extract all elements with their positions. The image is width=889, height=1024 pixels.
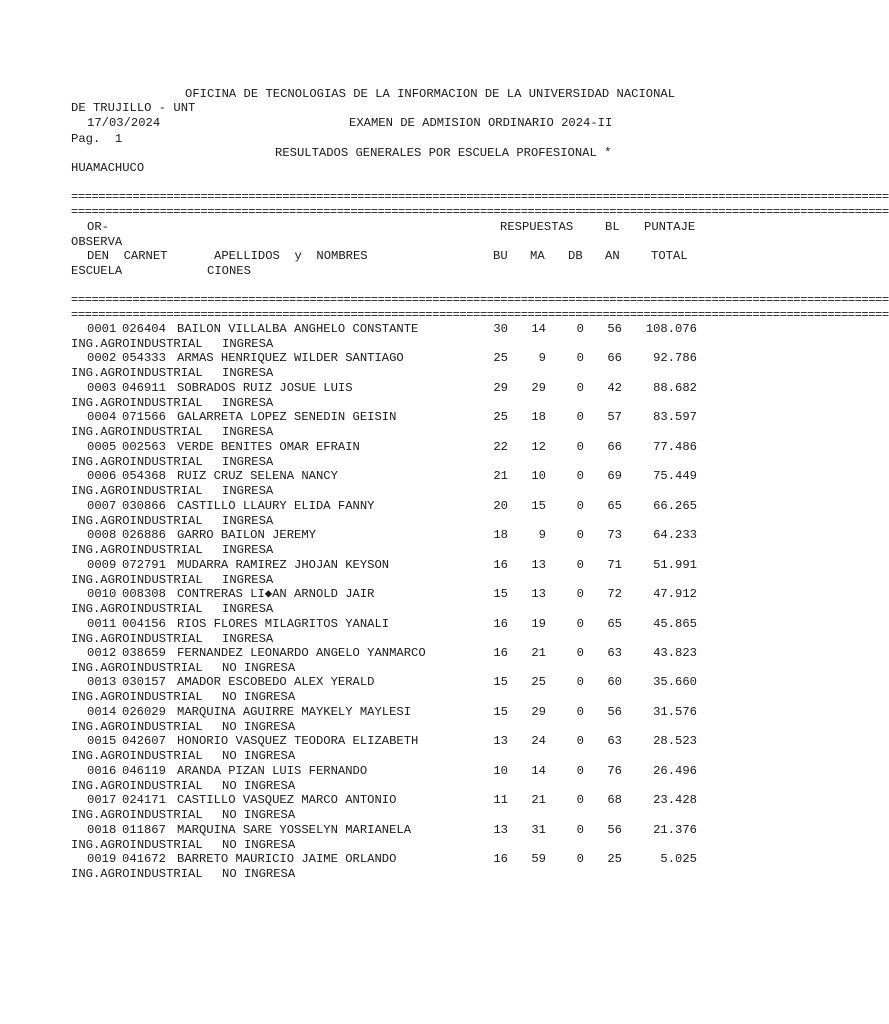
- row-total: 21.376: [653, 823, 697, 837]
- separator-line: ========================================================================================================================: [71, 293, 889, 307]
- row-db: 0: [576, 587, 584, 601]
- row-bu: 30: [493, 322, 508, 336]
- row-ma: 13: [531, 558, 546, 572]
- row-carnet: 011867: [122, 823, 166, 837]
- column-header-den-carnet: DEN CARNET: [87, 249, 168, 263]
- row-total: 77.486: [653, 440, 697, 454]
- row-carnet: 046119: [122, 764, 166, 778]
- row-total: 51.991: [653, 558, 697, 572]
- column-header-puntaje: PUNTAJE: [644, 220, 696, 234]
- row-an: 76: [607, 764, 622, 778]
- row-carnet: 041672: [122, 852, 166, 866]
- row-carnet: 072791: [122, 558, 166, 572]
- row-carnet: 038659: [122, 646, 166, 660]
- row-ma: 29: [531, 705, 546, 719]
- row-escuela: ING.AGROINDUSTRIAL: [71, 514, 203, 528]
- row-an: 66: [607, 351, 622, 365]
- row-carnet: 004156: [122, 617, 166, 631]
- row-db: 0: [576, 675, 584, 689]
- row-nombre: CONTRERAS LI◆AN ARNOLD JAIR: [177, 587, 375, 601]
- row-observacion: INGRESA: [222, 602, 274, 616]
- row-ma: 21: [531, 793, 546, 807]
- row-escuela: ING.AGROINDUSTRIAL: [71, 543, 203, 557]
- campus-name: HUAMACHUCO: [71, 161, 145, 175]
- row-orden: 0010: [87, 587, 117, 601]
- row-nombre: RUIZ CRUZ SELENA NANCY: [177, 469, 338, 483]
- row-total: 108.076: [645, 322, 697, 336]
- row-orden: 0001: [87, 322, 117, 336]
- row-orden: 0005: [87, 440, 117, 454]
- row-db: 0: [576, 499, 584, 513]
- row-bu: 15: [493, 587, 508, 601]
- row-total: 47.912: [653, 587, 697, 601]
- row-orden: 0002: [87, 351, 117, 365]
- row-total: 31.576: [653, 705, 697, 719]
- row-orden: 0006: [87, 469, 117, 483]
- row-bu: 13: [493, 823, 508, 837]
- exam-title: EXAMEN DE ADMISION ORDINARIO 2024-II: [349, 116, 613, 130]
- separator-line: ========================================================================================================================: [71, 205, 889, 219]
- row-orden: 0013: [87, 675, 117, 689]
- row-ma: 9: [538, 351, 546, 365]
- row-bu: 10: [493, 764, 508, 778]
- row-escuela: ING.AGROINDUSTRIAL: [71, 779, 203, 793]
- separator-line: ========================================================================================================================: [71, 308, 889, 322]
- row-orden: 0003: [87, 381, 117, 395]
- row-db: 0: [576, 734, 584, 748]
- row-an: 65: [607, 499, 622, 513]
- row-nombre: HONORIO VASQUEZ TEODORA ELIZABETH: [177, 734, 419, 748]
- row-bu: 13: [493, 734, 508, 748]
- row-escuela: ING.AGROINDUSTRIAL: [71, 602, 203, 616]
- row-ma: 12: [531, 440, 546, 454]
- row-ma: 14: [531, 764, 546, 778]
- row-db: 0: [576, 793, 584, 807]
- row-escuela: ING.AGROINDUSTRIAL: [71, 720, 203, 734]
- row-orden: 0015: [87, 734, 117, 748]
- row-orden: 0011: [87, 617, 117, 631]
- row-ma: 24: [531, 734, 546, 748]
- row-an: 56: [607, 322, 622, 336]
- row-observacion: INGRESA: [222, 425, 274, 439]
- row-nombre: BARRETO MAURICIO JAIME ORLANDO: [177, 852, 397, 866]
- row-an: 71: [607, 558, 622, 572]
- row-orden: 0012: [87, 646, 117, 660]
- row-total: 23.428: [653, 793, 697, 807]
- row-nombre: ARMAS HENRIQUEZ WILDER SANTIAGO: [177, 351, 404, 365]
- row-db: 0: [576, 823, 584, 837]
- row-total: 83.597: [653, 410, 697, 424]
- row-escuela: ING.AGROINDUSTRIAL: [71, 690, 203, 704]
- row-db: 0: [576, 351, 584, 365]
- row-orden: 0008: [87, 528, 117, 542]
- column-header-respuestas: RESPUESTAS: [500, 220, 574, 234]
- row-an: 57: [607, 410, 622, 424]
- row-bu: 15: [493, 705, 508, 719]
- row-total: 5.025: [660, 852, 697, 866]
- report-date: 17/03/2024: [87, 116, 161, 130]
- column-header-bu: BU: [493, 249, 508, 263]
- row-orden: 0007: [87, 499, 117, 513]
- row-an: 25: [607, 852, 622, 866]
- row-escuela: ING.AGROINDUSTRIAL: [71, 455, 203, 469]
- row-nombre: AMADOR ESCOBEDO ALEX YERALD: [177, 675, 375, 689]
- row-carnet: 008308: [122, 587, 166, 601]
- row-an: 63: [607, 734, 622, 748]
- row-an: 56: [607, 823, 622, 837]
- row-orden: 0004: [87, 410, 117, 424]
- row-observacion: INGRESA: [222, 573, 274, 587]
- row-ma: 19: [531, 617, 546, 631]
- row-ma: 9: [538, 528, 546, 542]
- row-carnet: 030866: [122, 499, 166, 513]
- row-an: 66: [607, 440, 622, 454]
- row-bu: 29: [493, 381, 508, 395]
- column-header-total: TOTAL: [651, 249, 688, 263]
- column-header-or: OR-: [87, 220, 109, 234]
- row-total: 45.865: [653, 617, 697, 631]
- row-bu: 16: [493, 646, 508, 660]
- row-ma: 31: [531, 823, 546, 837]
- row-escuela: ING.AGROINDUSTRIAL: [71, 661, 203, 675]
- separator-line: ========================================================================================================================: [71, 190, 889, 204]
- row-escuela: ING.AGROINDUSTRIAL: [71, 425, 203, 439]
- row-escuela: ING.AGROINDUSTRIAL: [71, 838, 203, 852]
- column-header-escuela: ESCUELA: [71, 264, 123, 278]
- row-bu: 20: [493, 499, 508, 513]
- row-carnet: 002563: [122, 440, 166, 454]
- row-db: 0: [576, 558, 584, 572]
- row-observacion: INGRESA: [222, 366, 274, 380]
- column-header-apellidos: APELLIDOS y NOMBRES: [214, 249, 368, 263]
- row-an: 63: [607, 646, 622, 660]
- row-ma: 10: [531, 469, 546, 483]
- row-carnet: 030157: [122, 675, 166, 689]
- row-orden: 0019: [87, 852, 117, 866]
- row-an: 73: [607, 528, 622, 542]
- row-an: 69: [607, 469, 622, 483]
- row-carnet: 054368: [122, 469, 166, 483]
- row-total: 28.523: [653, 734, 697, 748]
- row-nombre: BAILON VILLALBA ANGHELO CONSTANTE: [177, 322, 419, 336]
- column-header-ma: MA: [530, 249, 545, 263]
- row-carnet: 071566: [122, 410, 166, 424]
- row-an: 65: [607, 617, 622, 631]
- row-an: 42: [607, 381, 622, 395]
- row-db: 0: [576, 528, 584, 542]
- row-orden: 0014: [87, 705, 117, 719]
- row-carnet: 026029: [122, 705, 166, 719]
- row-ma: 29: [531, 381, 546, 395]
- row-nombre: MUDARRA RAMIREZ JHOJAN KEYSON: [177, 558, 390, 572]
- row-nombre: MARQUINA AGUIRRE MAYKELY MAYLESI: [177, 705, 412, 719]
- row-db: 0: [576, 646, 584, 660]
- row-an: 56: [607, 705, 622, 719]
- row-observacion: NO INGRESA: [222, 808, 296, 822]
- row-ma: 18: [531, 410, 546, 424]
- row-total: 26.496: [653, 764, 697, 778]
- row-total: 35.660: [653, 675, 697, 689]
- row-db: 0: [576, 381, 584, 395]
- row-bu: 21: [493, 469, 508, 483]
- row-ma: 14: [531, 322, 546, 336]
- row-total: 66.265: [653, 499, 697, 513]
- row-observacion: INGRESA: [222, 484, 274, 498]
- row-escuela: ING.AGROINDUSTRIAL: [71, 808, 203, 822]
- row-nombre: FERNANDEZ LEONARDO ANGELO YANMARCO: [177, 646, 426, 660]
- row-nombre: CASTILLO VASQUEZ MARCO ANTONIO: [177, 793, 397, 807]
- row-db: 0: [576, 322, 584, 336]
- row-db: 0: [576, 410, 584, 424]
- column-header-ciones: CIONES: [207, 264, 251, 278]
- row-orden: 0009: [87, 558, 117, 572]
- column-header-db: DB: [568, 249, 583, 263]
- row-observacion: NO INGRESA: [222, 720, 296, 734]
- row-ma: 59: [531, 852, 546, 866]
- row-bu: 16: [493, 852, 508, 866]
- row-nombre: RIOS FLORES MILAGRITOS YANALI: [177, 617, 390, 631]
- row-observacion: NO INGRESA: [222, 661, 296, 675]
- row-nombre: MARQUINA SARE YOSSELYN MARIANELA: [177, 823, 412, 837]
- row-bu: 18: [493, 528, 508, 542]
- row-observacion: INGRESA: [222, 455, 274, 469]
- row-bu: 11: [493, 793, 508, 807]
- row-ma: 13: [531, 587, 546, 601]
- row-total: 88.682: [653, 381, 697, 395]
- row-ma: 21: [531, 646, 546, 660]
- row-bu: 25: [493, 410, 508, 424]
- row-db: 0: [576, 440, 584, 454]
- row-orden: 0016: [87, 764, 117, 778]
- column-header-observa: OBSERVA: [71, 235, 123, 249]
- row-observacion: INGRESA: [222, 337, 274, 351]
- row-bu: 22: [493, 440, 508, 454]
- row-db: 0: [576, 617, 584, 631]
- row-escuela: ING.AGROINDUSTRIAL: [71, 396, 203, 410]
- row-orden: 0018: [87, 823, 117, 837]
- institution-title: OFICINA DE TECNOLOGIAS DE LA INFORMACION DE LA UNIVERSIDAD NACIONAL: [185, 87, 676, 101]
- row-carnet: 046911: [122, 381, 166, 395]
- row-carnet: 026404: [122, 322, 166, 336]
- row-escuela: ING.AGROINDUSTRIAL: [71, 573, 203, 587]
- row-escuela: ING.AGROINDUSTRIAL: [71, 484, 203, 498]
- row-carnet: 054333: [122, 351, 166, 365]
- row-bu: 25: [493, 351, 508, 365]
- row-orden: 0017: [87, 793, 117, 807]
- row-total: 43.823: [653, 646, 697, 660]
- row-carnet: 026886: [122, 528, 166, 542]
- row-ma: 25: [531, 675, 546, 689]
- results-title: RESULTADOS GENERALES POR ESCUELA PROFESIONAL *: [275, 146, 612, 160]
- row-db: 0: [576, 705, 584, 719]
- row-escuela: ING.AGROINDUSTRIAL: [71, 867, 203, 881]
- row-nombre: CASTILLO LLAURY ELIDA FANNY: [177, 499, 375, 513]
- row-observacion: INGRESA: [222, 514, 274, 528]
- row-escuela: ING.AGROINDUSTRIAL: [71, 749, 203, 763]
- row-bu: 15: [493, 675, 508, 689]
- row-an: 60: [607, 675, 622, 689]
- row-nombre: ARANDA PIZAN LUIS FERNANDO: [177, 764, 368, 778]
- row-bu: 16: [493, 617, 508, 631]
- row-escuela: ING.AGROINDUSTRIAL: [71, 337, 203, 351]
- row-observacion: NO INGRESA: [222, 690, 296, 704]
- row-db: 0: [576, 852, 584, 866]
- page-number: Pag. 1: [71, 132, 123, 146]
- row-nombre: VERDE BENITES OMAR EFRAIN: [177, 440, 360, 454]
- row-total: 64.233: [653, 528, 697, 542]
- institution-title-continued: DE TRUJILLO - UNT: [71, 101, 196, 115]
- row-observacion: NO INGRESA: [222, 779, 296, 793]
- row-total: 92.786: [653, 351, 697, 365]
- row-an: 68: [607, 793, 622, 807]
- row-escuela: ING.AGROINDUSTRIAL: [71, 366, 203, 380]
- row-nombre: SOBRADOS RUIZ JOSUE LUIS: [177, 381, 353, 395]
- row-carnet: 024171: [122, 793, 166, 807]
- row-bu: 16: [493, 558, 508, 572]
- row-escuela: ING.AGROINDUSTRIAL: [71, 632, 203, 646]
- column-header-bl: BL: [605, 220, 620, 234]
- row-observacion: INGRESA: [222, 543, 274, 557]
- row-observacion: INGRESA: [222, 632, 274, 646]
- row-db: 0: [576, 764, 584, 778]
- row-observacion: INGRESA: [222, 396, 274, 410]
- row-observacion: NO INGRESA: [222, 749, 296, 763]
- row-observacion: NO INGRESA: [222, 867, 296, 881]
- row-db: 0: [576, 469, 584, 483]
- row-total: 75.449: [653, 469, 697, 483]
- row-carnet: 042607: [122, 734, 166, 748]
- row-observacion: NO INGRESA: [222, 838, 296, 852]
- row-nombre: GARRO BAILON JEREMY: [177, 528, 316, 542]
- row-nombre: GALARRETA LOPEZ SENEDIN GEISIN: [177, 410, 397, 424]
- row-an: 72: [607, 587, 622, 601]
- row-ma: 15: [531, 499, 546, 513]
- column-header-an: AN: [605, 249, 620, 263]
